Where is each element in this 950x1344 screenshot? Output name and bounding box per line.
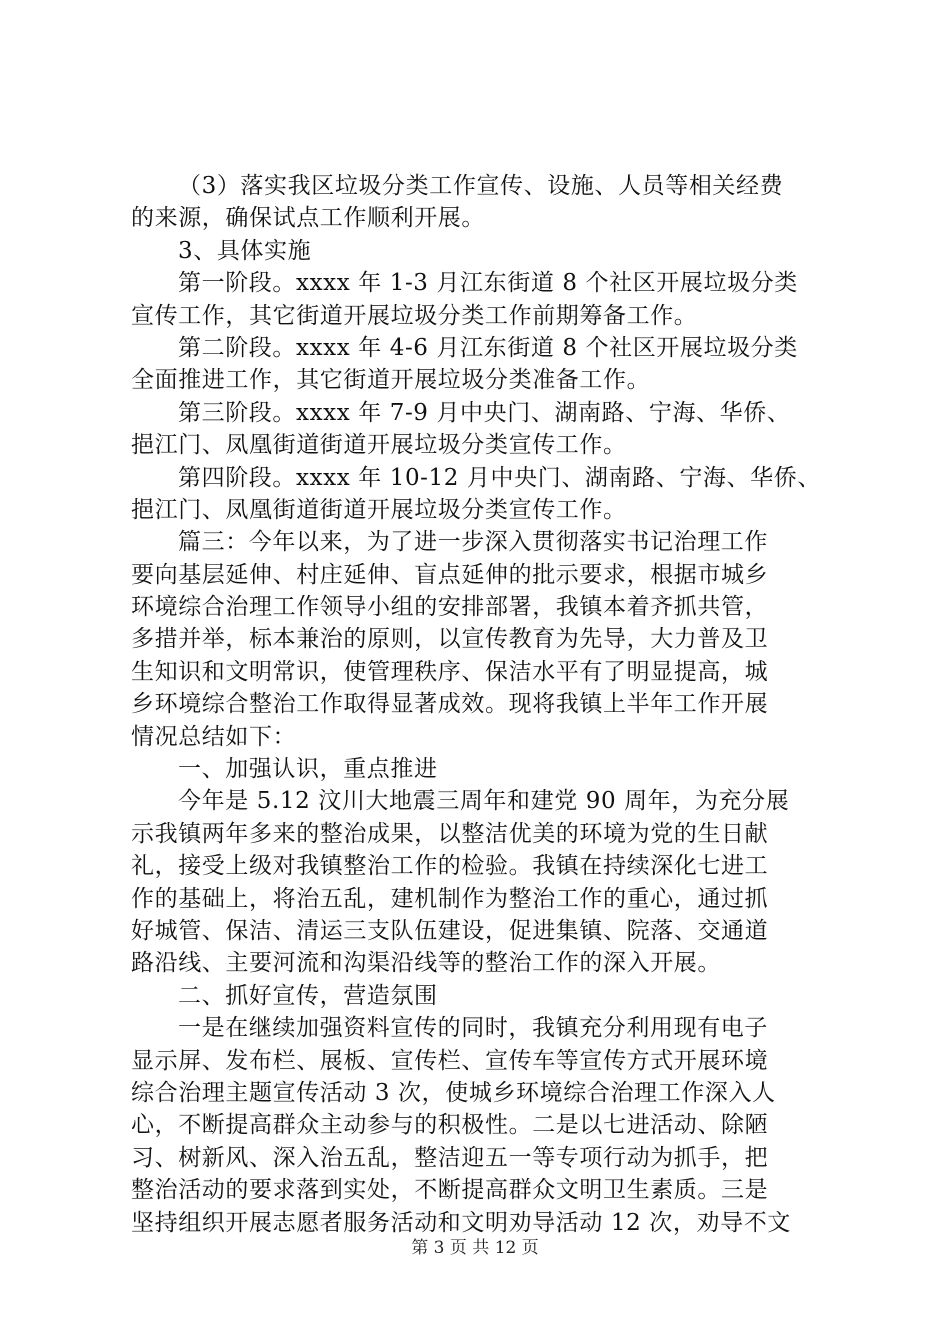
page-number-footer: 第 3 页 共 12 页 xyxy=(411,1238,539,1258)
paragraph-line: 第一阶段。xxxx 年 1-3 月江东街道 8 个社区开展垃圾分类 xyxy=(178,270,798,297)
paragraph-line: 坚持组织开展志愿者服务活动和文明劝导活动 12 次，劝导不文 xyxy=(131,1209,791,1236)
paragraph-line: 挹江门、凤凰街道街道开展垃圾分类宣传工作。 xyxy=(131,496,627,523)
paragraph-line: 挹江门、凤凰街道街道开展垃圾分类宣传工作。 xyxy=(131,432,627,459)
paragraph-line: 作的基础上，将治五乱，建机制作为整治工作的重心，通过抓 xyxy=(131,885,769,912)
paragraph-line: （3）落实我区垃圾分类工作宣传、设施、人员等相关经费 xyxy=(178,173,784,199)
paragraph-line: 要向基层延伸、村庄延伸、盲点延伸的批示要求，根据市城乡 xyxy=(131,561,769,588)
paragraph-line: 习、树新风、深入治五乱，整洁迎五一等专项行动为抓手，把 xyxy=(131,1144,769,1171)
paragraph-line: 第三阶段。xxxx 年 7-9 月中央门、湖南路、宁海、华侨、 xyxy=(178,399,791,426)
paragraph-line: 第二阶段。xxxx 年 4-6 月江东街道 8 个社区开展垃圾分类 xyxy=(178,334,798,361)
paragraph-line: 生知识和文明常识，使管理秩序、保洁水平有了明显提高，城 xyxy=(131,658,769,685)
paragraph-line: 礼，接受上级对我镇整治工作的检验。我镇在持续深化七进工 xyxy=(131,853,769,880)
paragraph-line: 多措并举，标本兼治的原则，以宣传教育为先导，大力普及卫 xyxy=(131,626,769,653)
paragraph-line: 环境综合治理工作领导小组的安排部署，我镇本着齐抓共管， xyxy=(131,594,769,621)
paragraph-line: 乡环境综合整治工作取得显著成效。现将我镇上半年工作开展 xyxy=(131,691,769,718)
paragraph-line: 好城管、保洁、清运三支队伍建设，促进集镇、院落、交通道 xyxy=(131,917,769,944)
paragraph-line: 整治活动的要求落到实处，不断提高群众文明卫生素质。三是 xyxy=(131,1177,769,1204)
paragraph-line: 全面推进工作，其它街道开展垃圾分类准备工作。 xyxy=(131,367,651,394)
paragraph-line: 综合治理主题宣传活动 3 次，使城乡环境综合治理工作深入人 xyxy=(131,1079,776,1106)
paragraph-line: 示我镇两年多来的整治成果，以整洁优美的环境为党的生日献 xyxy=(131,820,769,847)
paragraph-line: 一是在继续加强资料宣传的同时，我镇充分利用现有电子 xyxy=(178,1015,768,1042)
paragraph-line: 第四阶段。xxxx 年 10-12 月中央门、湖南路、宁海、华侨、 xyxy=(178,464,821,491)
paragraph-line: 篇三：今年以来，为了进一步深入贯彻落实书记治理工作 xyxy=(178,529,768,556)
paragraph-line: 宣传工作，其它街道开展垃圾分类工作前期筹备工作。 xyxy=(131,302,698,329)
paragraph-line: 路沿线、主要河流和沟渠沿线等的整治工作的深入开展。 xyxy=(131,950,721,977)
paragraph-line: 心，不断提高群众主动参与的积极性。二是以七进活动、除陋 xyxy=(131,1112,769,1139)
section-heading: 二、抓好宣传，营造氛围 xyxy=(178,982,438,1009)
section-heading: 3、具体实施 xyxy=(178,237,312,264)
document-body xyxy=(131,170,831,1239)
paragraph-line: 情况总结如下： xyxy=(131,723,297,750)
paragraph-line: 显示屏、发布栏、展板、宣传栏、宣传车等宣传方式开展环境 xyxy=(131,1047,769,1074)
paragraph-line: 的来源，确保试点工作顺利开展。 xyxy=(131,205,485,232)
section-heading: 一、加强认识，重点推进 xyxy=(178,756,438,783)
paragraph-line: 今年是 5.12 汶川大地震三周年和建党 90 周年，为充分展 xyxy=(178,788,790,815)
